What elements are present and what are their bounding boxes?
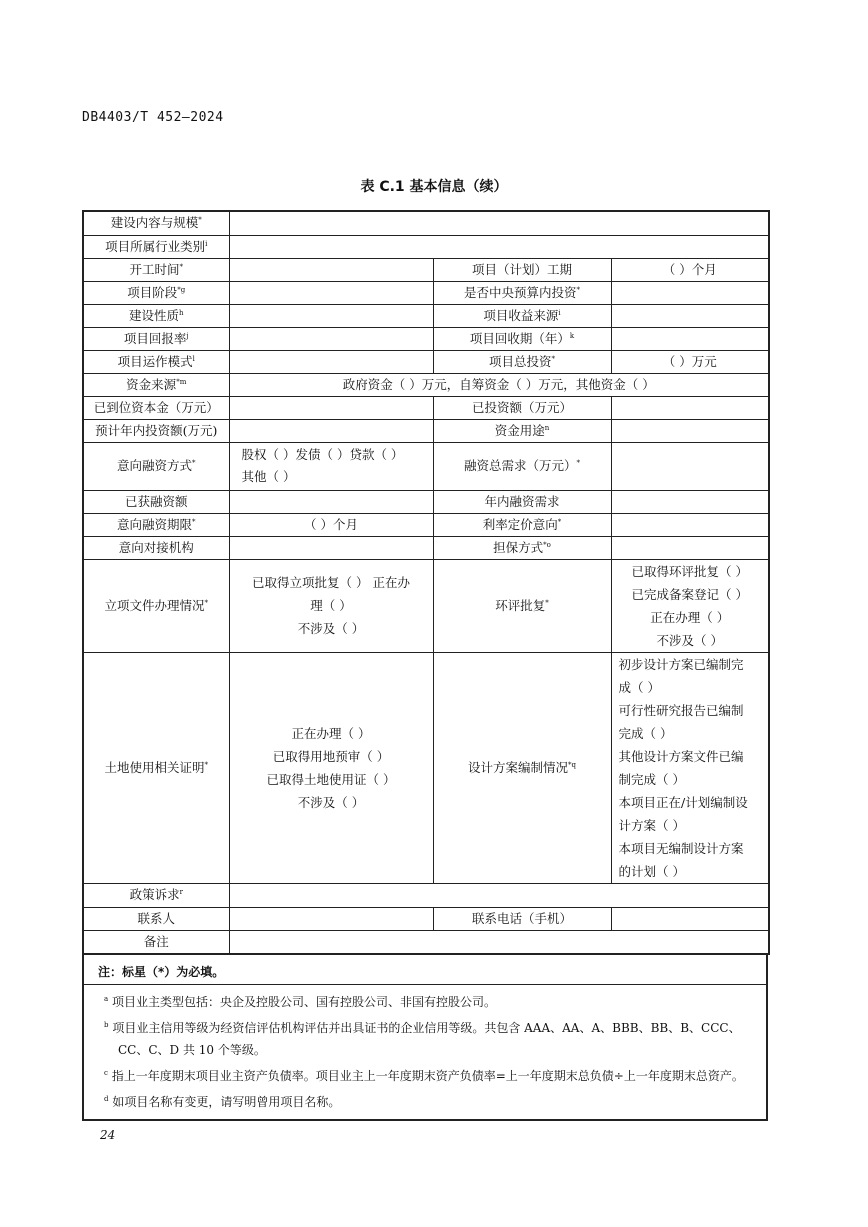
- field-label: 已到位资本金（万元）: [83, 396, 229, 419]
- field-value[interactable]: [229, 419, 433, 442]
- table-title: 表 C.1 基本信息（续）: [360, 179, 508, 195]
- note-item: $^c$ 指上一年度期末项目业主资产负债率。项目业主上一年度期末资产负债率=上一年度期末总负债÷上一年度期末总资产。: [104, 1068, 744, 1083]
- table-row: [83, 396, 769, 419]
- field-label: 建设内容与规模*: [83, 211, 229, 235]
- option-line: 其他设计方案文件已编: [618, 748, 744, 764]
- option-line: 的计划（ ）: [618, 863, 685, 879]
- field-label: 环评批复*: [433, 559, 611, 652]
- table-row: [83, 490, 769, 513]
- field-value[interactable]: （ ）个月: [611, 258, 769, 281]
- field-label: 项目回报率$^j$: [83, 327, 229, 350]
- note-item: $^d$ 如项目名称有变更，请写明曾用项目名称。: [104, 1094, 341, 1109]
- field-value[interactable]: [229, 304, 433, 327]
- basic-info-table-container: [82, 210, 768, 1121]
- field-value[interactable]: [611, 513, 769, 536]
- option-line: 已取得环评批复（ ）: [631, 563, 748, 579]
- table-row: [83, 327, 769, 350]
- field-label: 担保方式$^{*o}$: [433, 536, 611, 559]
- option-line: 本项目无编制设计方案: [618, 840, 744, 856]
- table-row: [83, 373, 769, 396]
- field-value[interactable]: [229, 490, 433, 513]
- table-row: [83, 559, 769, 652]
- option-line: 已取得用地预审（ ）: [272, 748, 390, 764]
- note-item: $^b$ 项目业主信用等级为经资信评估机构评估并出具证书的企业信用等级。共包含 AAA、AA、A、BBB、BB、B、CCC、CC、C、D 共 10 个等级。: [104, 1020, 741, 1057]
- field-label: 项目收益来源$^i$: [433, 304, 611, 327]
- option-line: 理（ ）: [310, 598, 352, 613]
- option-line: 完成（ ）: [618, 725, 673, 741]
- field-label: 土地使用相关证明*: [83, 652, 229, 883]
- basic-info-table: [82, 210, 770, 955]
- table-row: [83, 281, 769, 304]
- table-row: [83, 235, 769, 258]
- option-line: 成（ ）: [618, 679, 660, 695]
- option-line: 不涉及（ ）: [297, 621, 365, 636]
- field-label: 预计年内投资额(万元): [83, 419, 229, 442]
- field-value[interactable]: [229, 536, 433, 559]
- table-row: [83, 930, 769, 954]
- table-row: [83, 419, 769, 442]
- table-row: [83, 883, 769, 907]
- field-label: 项目回收期（年）$^k$: [433, 327, 611, 350]
- notes-heading: 注：标星（*）为必填。: [84, 959, 766, 985]
- field-label: 设计方案编制情况$^{*q}$: [433, 652, 611, 883]
- field-label: 已获融资额: [83, 490, 229, 513]
- table-row: [83, 350, 769, 373]
- field-value[interactable]: [229, 258, 433, 281]
- field-value[interactable]: [611, 536, 769, 559]
- field-value[interactable]: [229, 907, 433, 930]
- eia-options[interactable]: [611, 559, 769, 652]
- field-label: 融资总需求（万元）*: [433, 442, 611, 490]
- funding-source-value[interactable]: 政府资金（ ）万元，自筹资金（ ）万元，其他资金（ ）: [229, 373, 769, 396]
- field-value[interactable]: [611, 304, 769, 327]
- financing-option-line: 股权（ ）发债（ ）贷款（ ）: [241, 447, 404, 462]
- design-plan-options[interactable]: [611, 652, 769, 883]
- option-line: 计方案（ ）: [618, 817, 685, 833]
- option-line: 已完成备案登记（ ）: [631, 586, 748, 602]
- option-line: 不涉及（ ）: [656, 632, 723, 648]
- table-row: [83, 258, 769, 281]
- approval-options[interactable]: [229, 559, 433, 652]
- field-label: 联系人: [83, 907, 229, 930]
- field-label: 资金用途$^n$: [433, 419, 611, 442]
- field-value[interactable]: [611, 442, 769, 490]
- option-line: 不涉及（ ）: [297, 794, 365, 810]
- table-row: [83, 536, 769, 559]
- option-line: 初步设计方案已编制完: [618, 656, 744, 672]
- field-label: 备注: [83, 930, 229, 954]
- field-value[interactable]: [611, 281, 769, 304]
- option-line: 制完成（ ）: [618, 771, 685, 787]
- field-label: 已投资额（万元）: [433, 396, 611, 419]
- field-value[interactable]: [229, 281, 433, 304]
- option-line: 正在办理（ ）: [291, 725, 371, 741]
- field-value[interactable]: [611, 490, 769, 513]
- field-value[interactable]: [229, 396, 433, 419]
- notes-list: [84, 985, 766, 1115]
- table-notes: [82, 955, 768, 1121]
- option-line: 可行性研究报告已编制: [618, 702, 744, 718]
- field-label: 立项文件办理情况*: [83, 559, 229, 652]
- field-label: 联系电话（手机）: [433, 907, 611, 930]
- field-label: 项目（计划）工期: [433, 258, 611, 281]
- field-value[interactable]: [611, 396, 769, 419]
- financing-option-line: 其他（ ）: [241, 469, 296, 484]
- table-row: [83, 652, 769, 883]
- field-value[interactable]: （ ）个月: [229, 513, 433, 536]
- field-value[interactable]: [229, 883, 769, 907]
- option-line: 正在办理（ ）: [650, 609, 730, 625]
- land-use-options[interactable]: [229, 652, 433, 883]
- option-line: 已取得立项批复（ ） 正在办: [252, 575, 410, 590]
- table-row: [83, 211, 769, 235]
- page-number: 24: [100, 1128, 116, 1142]
- field-label: 利率定价意向*: [433, 513, 611, 536]
- field-value[interactable]: [229, 350, 433, 373]
- field-value[interactable]: [229, 235, 769, 258]
- field-label: 项目运作模式$^l$: [83, 350, 229, 373]
- field-label: 建设性质$^h$: [83, 304, 229, 327]
- field-label: 开工时间*: [83, 258, 229, 281]
- field-value[interactable]: [229, 930, 769, 954]
- field-label: 项目阶段$^{*g}$: [83, 281, 229, 304]
- option-line: 已取得土地使用证（ ）: [266, 771, 396, 787]
- field-value[interactable]: [229, 327, 433, 350]
- field-label: 项目所属行业类别$^i$: [83, 235, 229, 258]
- field-label: 意向融资方式*: [83, 442, 229, 490]
- field-label: 项目总投资*: [433, 350, 611, 373]
- field-label: 意向对接机构: [83, 536, 229, 559]
- field-value[interactable]: [229, 211, 769, 235]
- field-label: 政策诉求$^r$: [83, 883, 229, 907]
- table-row: [83, 513, 769, 536]
- field-label: 是否中央预算内投资*: [433, 281, 611, 304]
- note-item: $^a$ 项目业主类型包括：央企及控股公司、国有控股公司、非国有控股公司。: [104, 994, 497, 1009]
- table-row: [83, 442, 769, 490]
- field-value[interactable]: [611, 327, 769, 350]
- standard-code: DB4403/T 452—2024: [82, 110, 224, 125]
- financing-method-options[interactable]: [229, 442, 433, 490]
- field-value[interactable]: [611, 419, 769, 442]
- option-line: 本项目正在/计划编制设: [618, 794, 748, 810]
- field-label: 年内融资需求: [433, 490, 611, 513]
- field-value[interactable]: [611, 907, 769, 930]
- table-row: [83, 304, 769, 327]
- field-label: 意向融资期限*: [83, 513, 229, 536]
- field-label: 资金来源$^{*m}$: [83, 373, 229, 396]
- table-row: [83, 907, 769, 930]
- field-value[interactable]: （ ）万元: [611, 350, 769, 373]
